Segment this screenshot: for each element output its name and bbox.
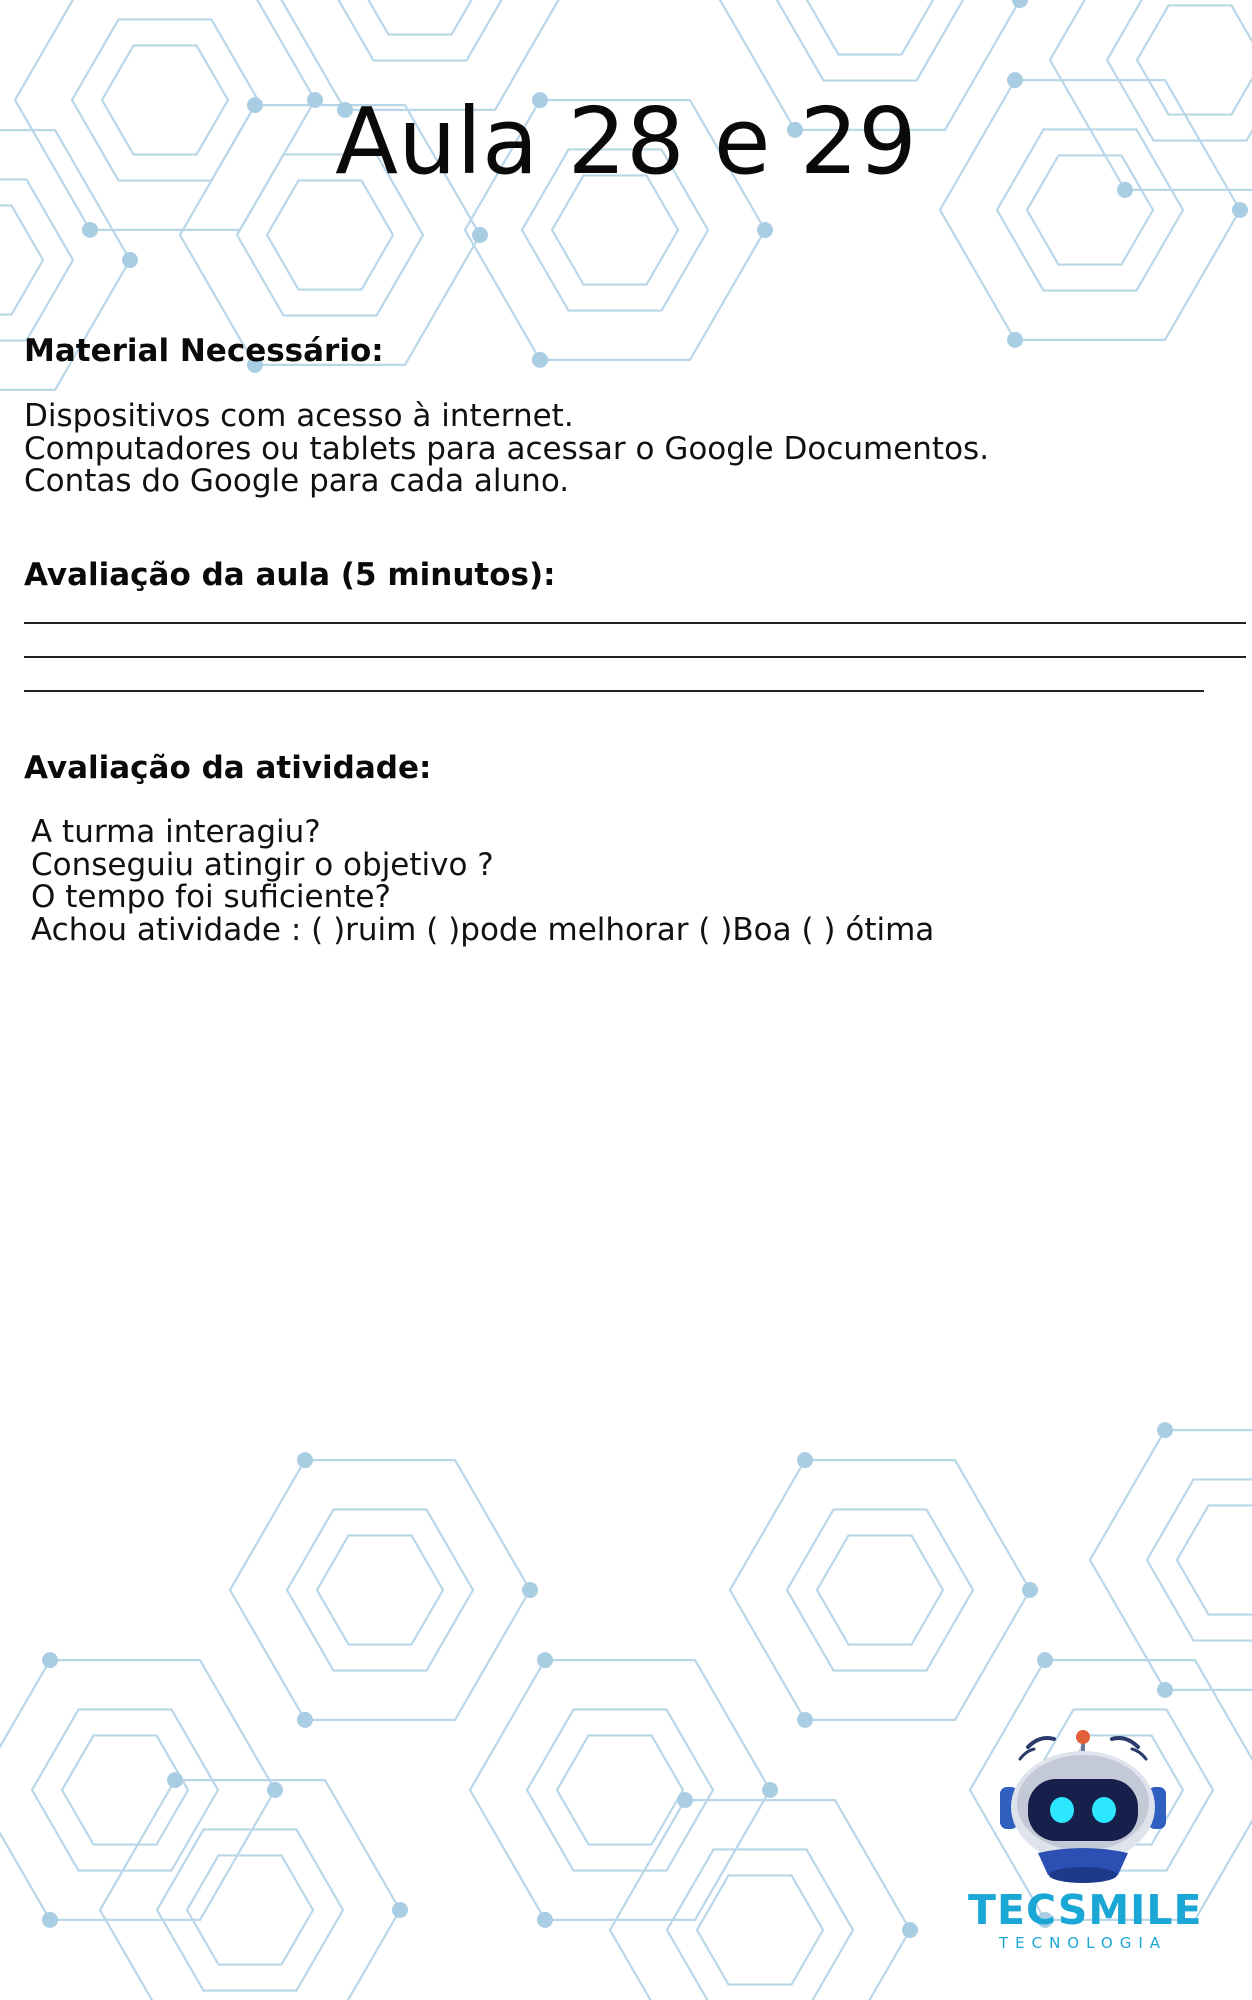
question-item: Achou atividade : ( )ruim ( )pode melhorar ( )Boa ( ) ótima bbox=[31, 911, 935, 948]
question-item: A turma interagiu? bbox=[31, 814, 321, 850]
material-heading: Material Necessário: bbox=[24, 333, 384, 369]
brand-tagline: TECNOLOGIA bbox=[998, 1934, 1168, 1952]
material-item: Dispositivos com acesso à internet. bbox=[24, 398, 574, 434]
material-list bbox=[24, 400, 989, 498]
page-title: Aula 28 e 29 bbox=[335, 88, 917, 195]
atividade-question-list bbox=[31, 816, 934, 946]
answer-line[interactable] bbox=[24, 690, 1204, 692]
material-item: Computadores ou tablets para acessar o Google Documentos. bbox=[24, 430, 990, 467]
avaliacao-aula-heading: Avaliação da aula (5 minutos): bbox=[24, 557, 556, 593]
material-item: Contas do Google para cada aluno. bbox=[24, 463, 570, 499]
question-item: Conseguiu atingir o objetivo ? bbox=[31, 846, 494, 883]
answer-line[interactable] bbox=[24, 622, 1246, 624]
question-item: O tempo foi suficiente? bbox=[31, 879, 391, 915]
answer-line[interactable] bbox=[24, 656, 1246, 658]
avaliacao-atividade-heading: Avaliação da atividade: bbox=[24, 750, 432, 786]
brand-name: TECSMILE bbox=[968, 1886, 1203, 1934]
